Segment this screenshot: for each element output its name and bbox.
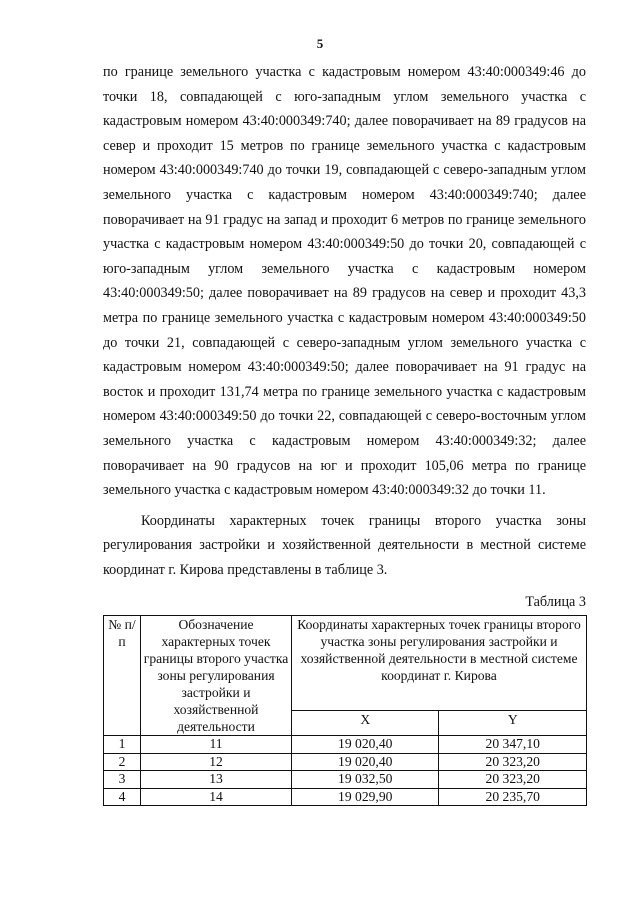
table-caption: Таблица 3 bbox=[525, 594, 586, 611]
cell-x: 19 029,90 bbox=[292, 788, 439, 806]
table-row bbox=[104, 736, 587, 754]
cell-point: 14 bbox=[141, 788, 292, 806]
cell-y: 20 235,70 bbox=[439, 788, 587, 806]
cell-x: 19 020,40 bbox=[292, 753, 439, 771]
table-row bbox=[104, 788, 587, 806]
cell-point: 13 bbox=[141, 771, 292, 789]
header-point-name: Обозначение характерных точек границы второго участка зоны регулирования застройки и хозяйственной деятельности bbox=[141, 616, 292, 736]
coordinates-intro-paragraph: Координаты характерных точек границы второго участка зоны регулирования застройки и хозяйственной деятельности в местной системе координат г. Кирова представлены в таблице 3. bbox=[103, 512, 586, 578]
header-coordinates: Координаты характерных точек границы второго участка зоны регулирования застройки и хозяйственной деятельности в местной системе координат г. Кирова bbox=[292, 616, 587, 710]
cell-point: 11 bbox=[141, 736, 292, 754]
cell-y: 20 347,10 bbox=[439, 736, 587, 754]
boundary-description-paragraph: по границе земельного участка с кадастровым номером 43:40:000349:46 до точки 18, совпадающей с юго-западным углом земельного участка с кадастровым номером 43:40:000349:740; далее поворачивает на 89 градусов на север и проходит 15 метров по границе земельного участка с кадастровым номером 43:40:000349:740 до точки 19, совпадающей с северо-западным углом земельного участка с кадастровым номером 43:40:000349:740; далее поворачивает на 91 градус на запад и проходит 6 метров по границе земельного участка с кадастровым номером 43:40:000349:50 до точки 20, совпадающей с юго-западным углом земельного участка с кадастровым номером 43:40:000349:50; далее поворачивает на 89 градусов на север и проходит 43,3 метра по границе земельного участка с кадастровым номером 43:40:000349:50 до точки 21, совпадающей с северо-западным углом земельного участка с кадастровым номером 43:40:000349:50; далее поворачивает на 91 градус на восток и проходит 131,74 метра по границе земельного участка с кадастровым номером 43:40:000349:50 до точки 22, совпадающей с северо-восточным углом земельного участка с кадастровым номером 43:40:000349:32; далее поворачивает на 90 градусов на юг и проходит 105,06 метра по границе земельного участка с кадастровым номером 43:40:000349:32 до точки 11. bbox=[103, 64, 586, 499]
table-row bbox=[104, 771, 587, 789]
table-row bbox=[104, 753, 587, 771]
cell-num: 3 bbox=[104, 771, 141, 789]
header-x: X bbox=[292, 710, 439, 736]
cell-num: 2 bbox=[104, 753, 141, 771]
page-number: 5 bbox=[316, 36, 324, 51]
cell-point: 12 bbox=[141, 753, 292, 771]
cell-num: 1 bbox=[104, 736, 141, 754]
cell-y: 20 323,20 bbox=[439, 753, 587, 771]
cell-x: 19 032,50 bbox=[292, 771, 439, 789]
coordinates-table bbox=[103, 615, 587, 806]
header-num: № п/п bbox=[104, 616, 141, 736]
cell-y: 20 323,20 bbox=[439, 771, 587, 789]
header-y: Y bbox=[439, 710, 587, 736]
cell-num: 4 bbox=[104, 788, 141, 806]
document-body bbox=[103, 60, 586, 806]
cell-x: 19 020,40 bbox=[292, 736, 439, 754]
